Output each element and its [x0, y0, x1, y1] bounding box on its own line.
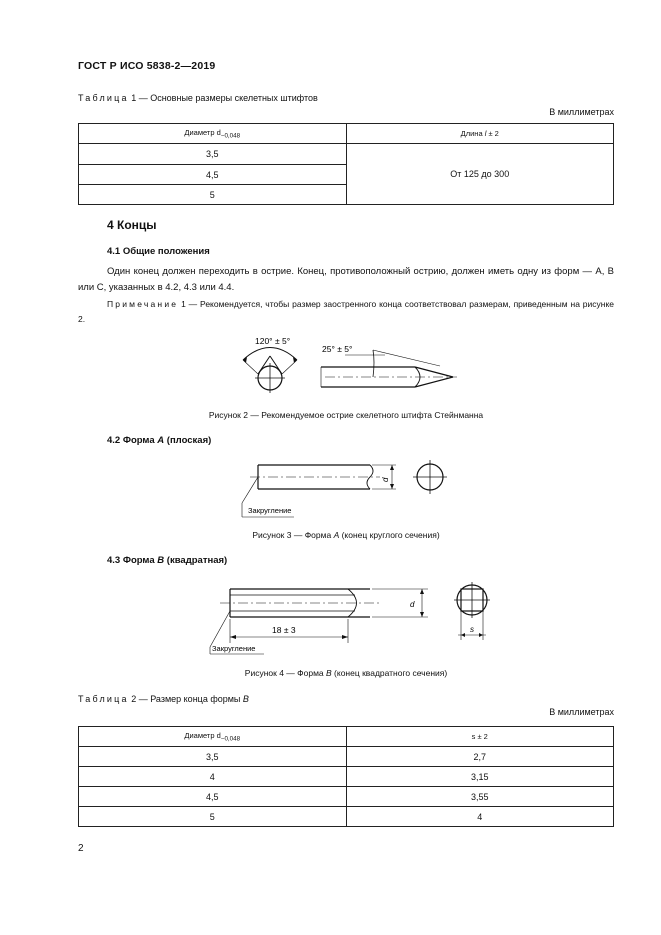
figure4-drawing [200, 575, 500, 660]
table2-cell-s: 4 [346, 807, 614, 827]
table2-caption-word: Таблица [78, 694, 129, 704]
section-4-3-title-suffix: (квадратная) [164, 555, 228, 566]
table1-col-length-label: Длина [460, 129, 485, 138]
table-row [79, 747, 614, 767]
figure4-rounding-label: Закругление [212, 644, 256, 653]
section-4-title: 4 Концы [107, 218, 157, 232]
figure2-caption: Рисунок 2 — Рекомендуемое острие скелетного штифта Стейнманна [208, 410, 484, 420]
table1-col-diameter-label: Диаметр d [184, 127, 221, 137]
table1-unit: В миллиметрах [549, 107, 614, 117]
table-row [79, 144, 614, 165]
table2-cell-d: 3,5 [79, 747, 347, 767]
table1-col-length [346, 124, 614, 144]
figure4-caption-suffix: (конец квадратного сечения) [331, 668, 448, 678]
figure3-d-label: d [381, 477, 390, 482]
table2-cell-d: 5 [79, 807, 347, 827]
table-row [79, 767, 614, 787]
table1-caption-word: Таблица [78, 93, 129, 103]
section-4-2-title [107, 435, 211, 446]
figure3-caption-prefix: Рисунок 3 — Форма [252, 530, 334, 540]
figure4-length-label: 18 ± 3 [272, 625, 296, 635]
table1-cell-length: От 125 до 300 [346, 144, 614, 205]
table2-col-s: s ± 2 [346, 727, 614, 747]
table2-caption-form: В [242, 694, 249, 704]
table2-col-diameter-label: Диаметр d [184, 730, 221, 740]
figure3-drawing [230, 455, 460, 525]
section-4-3-title-form: В [157, 555, 165, 566]
table2-cell-s: 3,15 [346, 767, 614, 787]
figure3-rounding-label: Закругление [248, 506, 292, 515]
figure3-caption-form: А [333, 530, 340, 540]
table2-caption [78, 694, 249, 704]
table1-caption-text: 1 — Основные размеры скелетных штифтов [128, 93, 318, 103]
note-text: 1 — Рекомендуется, чтобы размер заостренного конца соответствовал размерам, приведенным на рисунке 2. [78, 299, 614, 324]
figure3-caption-suffix: (конец круглого сечения) [339, 530, 440, 540]
table2-cell-d: 4 [79, 767, 347, 787]
table2-unit: В миллиметрах [549, 707, 614, 717]
figure4-caption-prefix: Рисунок 4 — Форма [244, 668, 327, 678]
figure4-s-label: s [470, 625, 474, 634]
table1-col-length-tolerance: ± 2 [486, 129, 499, 138]
table1-caption [78, 93, 318, 103]
figure4-d-label: d [410, 600, 415, 609]
document-header: ГОСТ Р ИСО 5838-2—2019 [78, 60, 216, 72]
table2-caption-text: 2 — Размер конца формы [128, 694, 243, 704]
table-row [79, 787, 614, 807]
table2 [78, 726, 614, 827]
table1-col-diameter [79, 124, 347, 144]
figure4-caption-form: В [326, 668, 332, 678]
table1-col-length-symbol: l [484, 129, 487, 138]
figure2-angle2-label: 25° ± 5° [322, 344, 353, 354]
table1-header-row [79, 124, 614, 144]
note-1 [78, 297, 614, 327]
table1-col-diameter-tolerance: −0,048 [220, 132, 241, 140]
page-number: 2 [78, 843, 84, 854]
figure2-drawing [225, 330, 465, 400]
section-4-1-paragraph: Один конец должен переходить в острие. Конец, противоположный острию, должен иметь одну из форм — A, B или C, указанных в 4.2, 4.3 или 4.4. [78, 266, 614, 293]
section-4-3-title [107, 555, 227, 566]
section-4-1-title: 4.1 Общие положения [107, 246, 210, 257]
table2-header-row [79, 727, 614, 747]
section-4-2-title-suffix: (плоская) [164, 435, 212, 446]
section-4-2-title-form: А [157, 435, 165, 446]
section-4-2-title-prefix: 4.2 Форма [107, 435, 158, 446]
table1-cell-diameter: 4,5 [79, 165, 347, 185]
figure2-angle1-label: 120° ± 5° [255, 336, 291, 346]
table2-cell-s: 2,7 [346, 747, 614, 767]
section-4-3-title-prefix: 4.3 Форма [107, 555, 158, 566]
table2-col-diameter [79, 727, 347, 747]
figure4-caption [78, 668, 614, 678]
table-row [79, 807, 614, 827]
table1-cell-diameter: 3,5 [79, 144, 347, 165]
table1-cell-diameter: 5 [79, 185, 347, 205]
table2-cell-s: 3,55 [346, 787, 614, 807]
table1 [78, 123, 614, 205]
note-word: Примечание [107, 299, 179, 309]
table2-col-diameter-tolerance: −0,048 [220, 735, 241, 743]
table2-cell-d: 4,5 [79, 787, 347, 807]
figure3-caption [78, 530, 614, 540]
